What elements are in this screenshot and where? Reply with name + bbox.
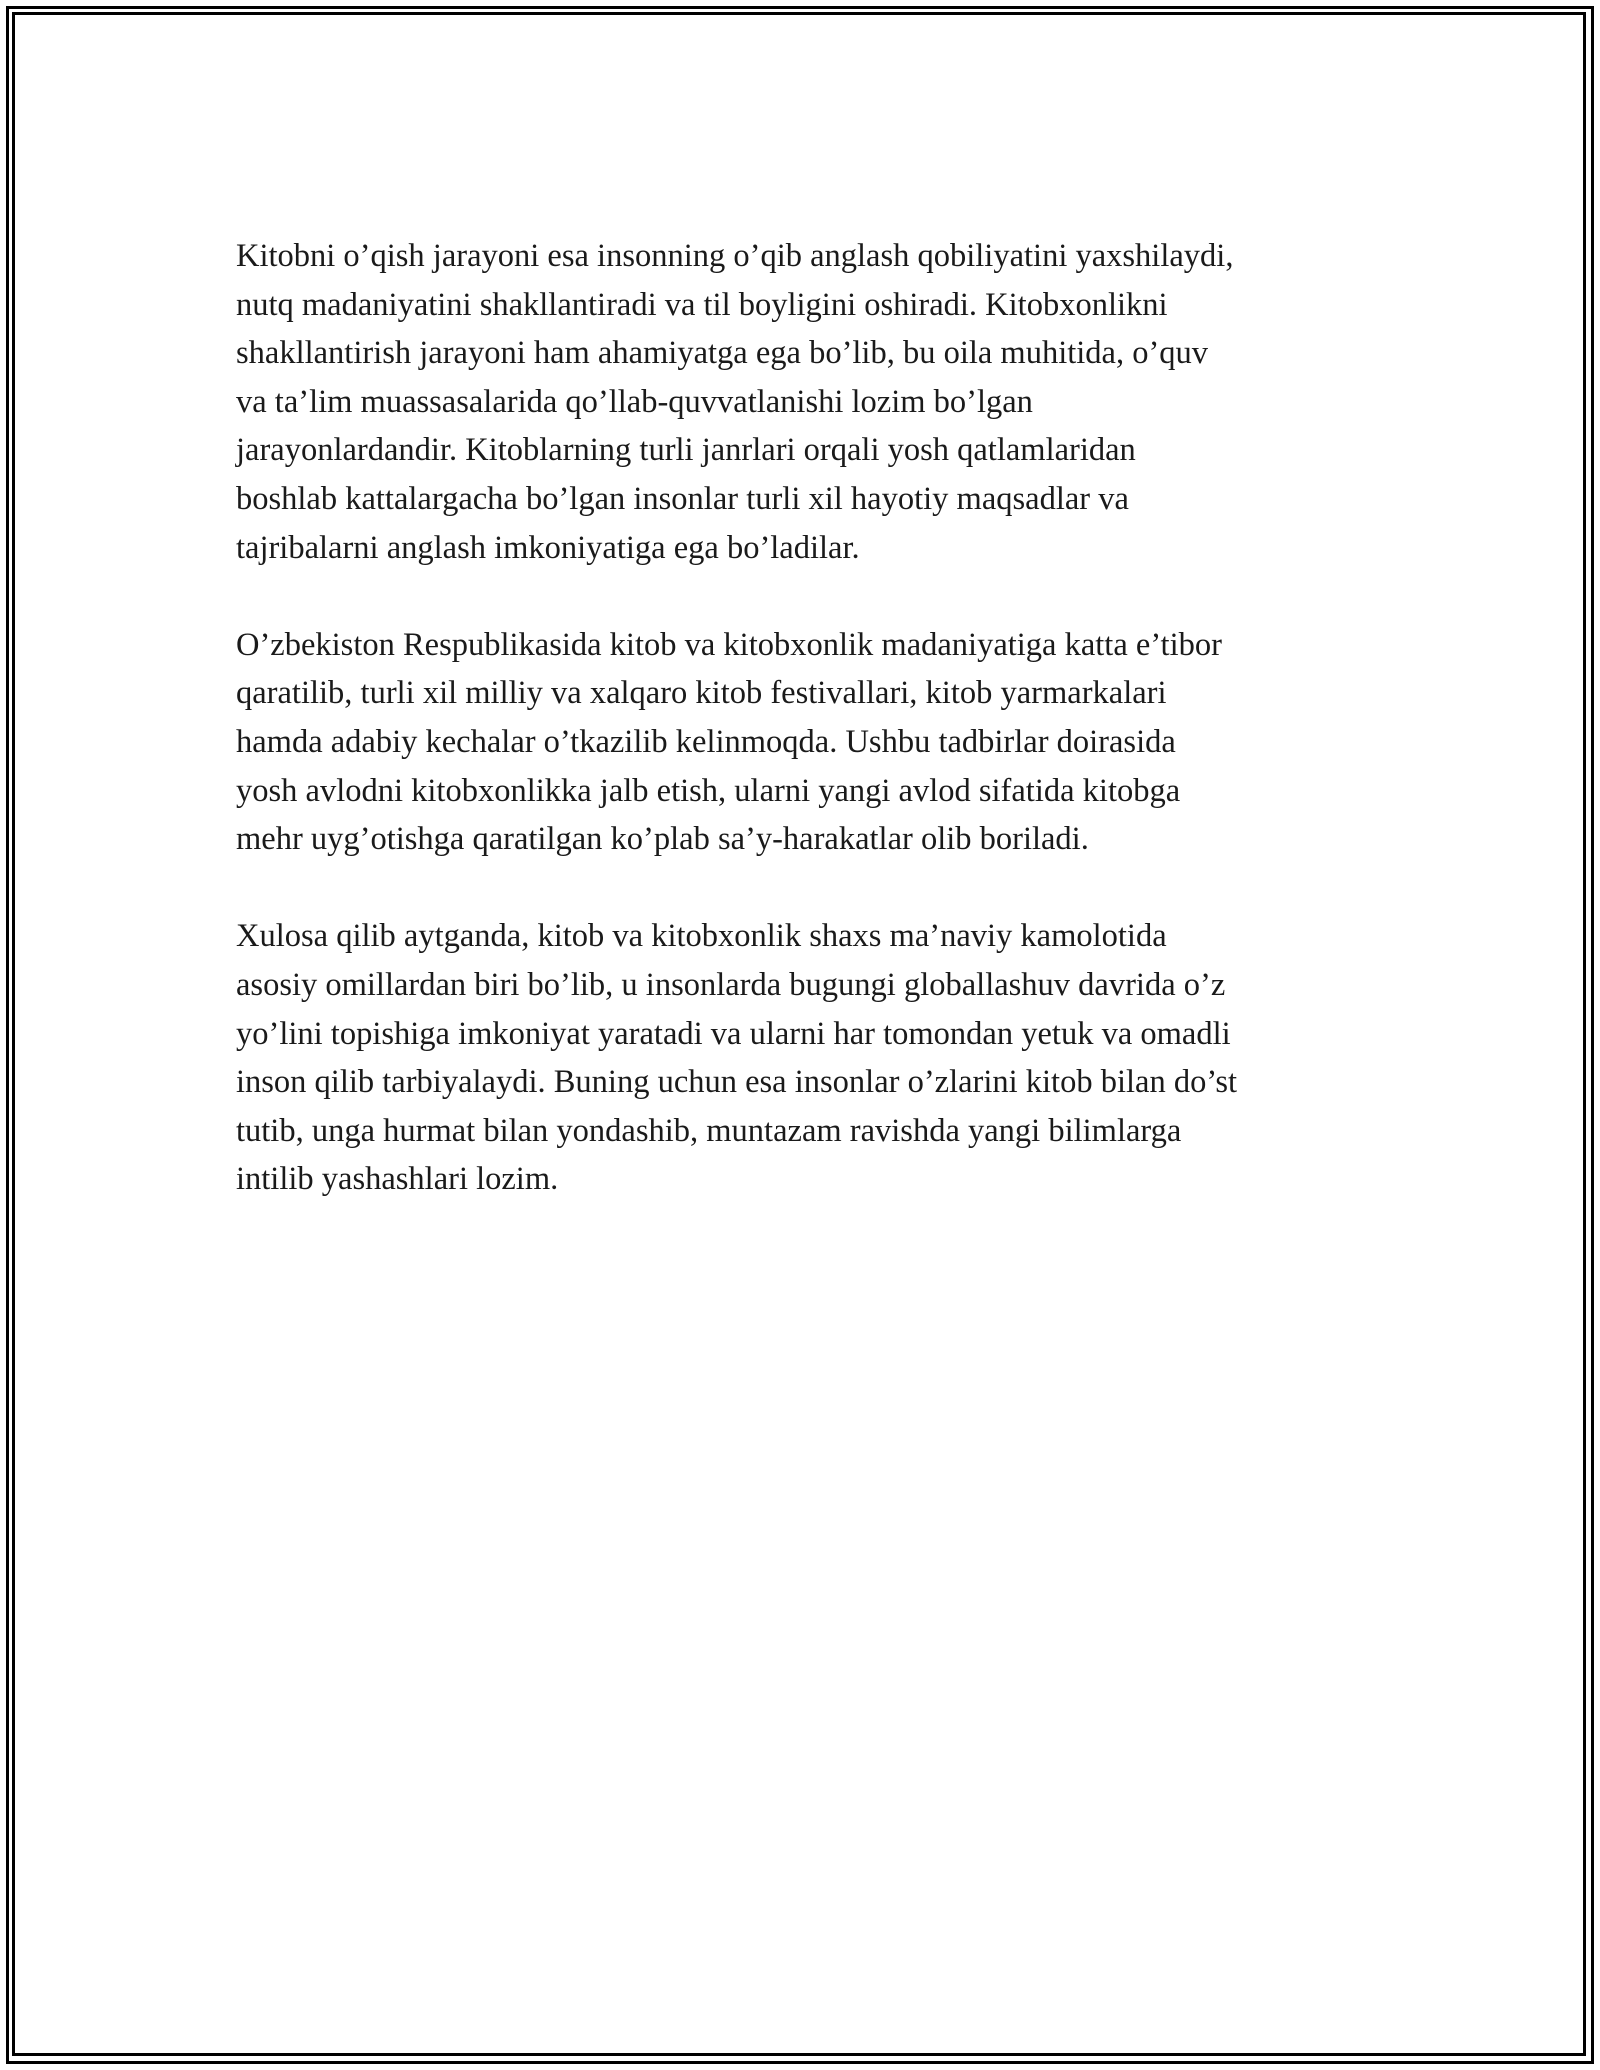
paragraph-uzbekistan-book-culture: O’zbekiston Respublikasida kitob va kitobxonlik madaniyatiga katta e’tibor qaratilib, turli xil milliy va xalqaro kitob festivallari, kitob yarmarkalari hamda adabiy kechalar o’tkazilib kelinmoqda. Ushbu tadbirlar doirasida yosh avlodni kitobxonlikka jalb etish, ularni yangi avlod sifatida kitobga mehr uyg’otishga qaratilgan ko’plab sa’y-harakatlar olib boriladi.	[236, 626, 1222, 858]
paragraph-conclusion: Xulosa qilib aytganda, kitob va kitobxonlik shaxs ma’naviy kamolotida asosiy omillardan biri bo’lib, u insonlarda bugungi globallashuv davrida o’z yo’lini topishiga imkoniyat yaratadi va ularni har tomondan yetuk va omadli inson qilib tarbiyalaydi. Buning uchun esa insonlar o’zlarini kitob bilan do’st tutib, unga hurmat bilan yondashib, muntazam ravishda yangi bilimlarga intilib yashashlari lozim.	[236, 918, 1238, 1198]
paragraph-reading-process: Kitobni o’qish jarayoni esa insonning o’qib anglash qobiliyatini yaxshilaydi, nutq madaniyatini shakllantiradi va til boyligini oshiradi. Kitobxonlikni shakllantirish jarayoni ham ahamiyatga ega bo’lib, bu oila muhitida, o’quv va ta’lim muassasalarida qo’llab-quvvatlanishi lozim bo’lgan jarayonlardandir. Kitoblarning turli janrlari orqali yosh qatlamlaridan boshlab kattalargacha bo’lgan insonlar turli xil hayotiy maqsadlar va tajribalarni anglash imkoniyatiga ega bo’ladilar.	[236, 238, 1234, 566]
document-body	[236, 232, 1376, 1252]
